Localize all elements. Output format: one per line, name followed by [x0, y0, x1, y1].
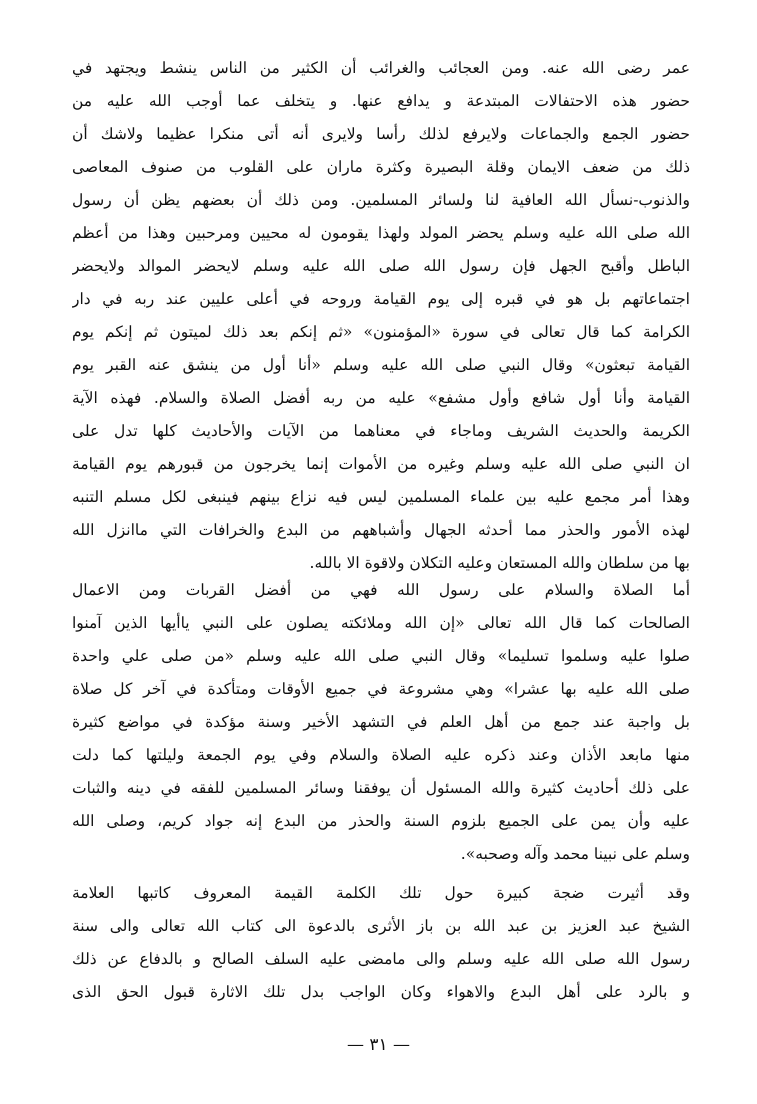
text-line: القيامة وأنا أول شافع وأول مشفع» عليه من ربه أفضل الصلاة والسلام. فهذه الآية — [72, 389, 690, 407]
text-line: صلوا عليه وسلموا تسليما» وقال النبي صلى الله عليه وسلم «من صلى علي واحدة — [72, 647, 690, 665]
text-line: الكرامة كما قال تعالى في سورة «المؤمنون» «ثم إنكم بعد ذلك لميتون ثم إنكم يوم — [72, 323, 690, 341]
text-line: الصالحات كما قال الله تعالى «إن الله وملائكته يصلون على النبي ياأيها الذين آمنوا — [72, 614, 690, 632]
text-line: وسلم على نبينا محمد وآله وصحبه». — [460, 845, 690, 863]
text-line: عمر رضى الله عنه. ومن العجائب والغرائب أن الكثير من الناس ينشط ويجتهد في — [72, 59, 690, 77]
text-line: رسول الله صلى الله عليه وسلم والى مامضى عليه السلف الصالح و بالدفاع عن ذلك — [72, 950, 690, 968]
text-line: والذنوب-نسأل الله العافية لنا ولسائر المسلمين. ومن ذلك أن بعضهم يظن أن رسول — [72, 191, 690, 209]
text-line: بها من سلطان والله المستعان وعليه التكلان ولاقوة الا بالله. — [309, 554, 690, 572]
page-number: — ٣١ — — [346, 1035, 411, 1055]
text-line: ذلك من ضعف الايمان وقلة البصيرة وكثرة ماران على القلوب من صنوف المعاصى — [72, 158, 690, 176]
text-line: ان النبي صلى الله عليه وسلم وغيره من الأموات إنما يخرجون من قبورهم يوم القيامة — [72, 455, 690, 473]
paragraph-3 — [72, 877, 690, 1009]
text-line: عليه وأن يمن على الجميع بلزوم السنة والحذر من البدع إنه جواد كريم، وصلى الله — [72, 812, 690, 830]
text-line: و بالرد على أهل البدع والاهواء وكان الواجب بدل تلك الاثارة قبول الحق الذى — [72, 983, 690, 1001]
text-line: حضور الجمع والجماعات ولايرفع لذلك رأسا ولايرى أنه أتى منكرا عظيما ولاشك أن — [72, 125, 690, 143]
text-line: حضور هذه الاحتفالات المبتدعة و يدافع عنها. و يتخلف عما أوجب الله عليه من — [72, 92, 690, 110]
paragraph-1 — [72, 52, 690, 580]
text-line: بل واجبة عند جمع من أهل العلم في التشهد الأخير وسنة مؤكدة في مواضع كثيرة — [72, 713, 690, 731]
text-line: الكريمة والحديث الشريف وماجاء في معناهما من الآيات والأحاديث كلها تدل على — [72, 422, 690, 440]
text-line: منها مابعد الأذان وعند ذكره عليه الصلاة والسلام وفي يوم الجمعة وليلتها كما دلت — [72, 746, 690, 764]
text-line: الله صلى الله عليه وسلم يحضر المولد ولهذا يقومون له محيين ومرحبين وهذا من أعظم — [72, 224, 690, 242]
text-line: الباطل وأقبح الجهل فإن رسول الله صلى الله عليه وسلم لايحضر الموالد ولايحضر — [72, 257, 690, 275]
text-line: أما الصلاة والسلام على رسول الله فهي من أفضل القربات ومن الاعمال — [72, 581, 690, 599]
text-line: صلى الله عليه بها عشرا» وهي مشروعة في جميع الأوقات ومتأكدة في آخر كل صلاة — [72, 680, 690, 698]
text-line: الشيخ عبد العزيز بن عبد الله بن باز الأثرى بالدعوة الى كتاب الله تعالى والى سنة — [72, 917, 690, 935]
text-line: على ذلك أحاديث كثيرة والله المسئول أن يوفقنا وسائر المسلمين للفقه في دينه والثبات — [72, 779, 690, 797]
text-line: وهذا أمر مجمع عليه بين علماء المسلمين ليس فيه نزاع بينهم فينبغى لكل مسلم التنبه — [72, 488, 690, 506]
paragraph-2 — [72, 574, 690, 871]
text-line: القيامة تبعثون» وقال النبي صلى الله عليه وسلم «أنا أول من ينشق عنه القبر يوم — [72, 356, 690, 374]
text-line: وقد أثيرت ضجة كبيرة حول تلك الكلمة القيمة المعروف كاتبها العلامة — [72, 884, 690, 902]
text-line: اجتماعاتهم بل هو في قبره إلى يوم القيامة وروحه في أعلى عليين عند ربه في دار — [72, 290, 690, 308]
text-line: لهذه الأمور والحذر مما أحدثه الجهال وأشباههم من البدع والخرافات التي ماانزل الله — [72, 521, 690, 539]
